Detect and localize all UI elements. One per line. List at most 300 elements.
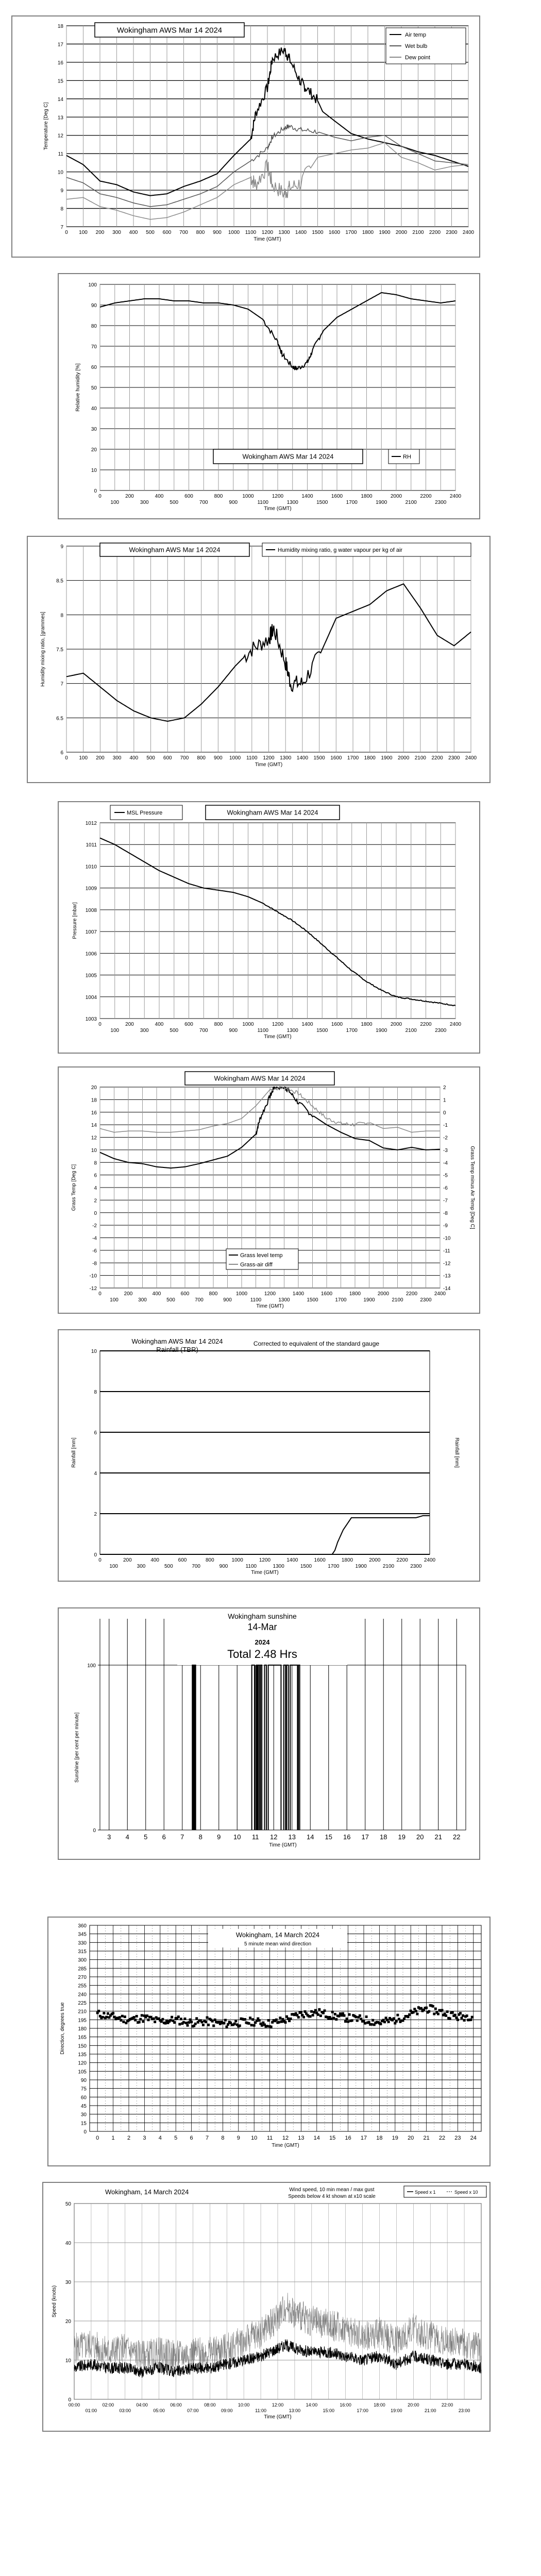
x-tick-label: 18	[380, 1833, 387, 1841]
x-tick-label: 2300	[435, 500, 447, 505]
x-tick-label: 3	[107, 1833, 111, 1841]
y-tick-label: 210	[78, 2009, 87, 2015]
wind-direction-point	[177, 2015, 180, 2018]
wind-direction-point	[154, 2021, 156, 2023]
y-tick-label: 0	[94, 488, 97, 494]
grass-temp-chart-panel	[58, 1066, 480, 1314]
y-tick-label: 1004	[85, 994, 97, 1001]
x-tick-label: 8	[221, 2135, 225, 2141]
y-tick-label: 10	[57, 170, 63, 176]
x-tick-label: 1600	[328, 230, 341, 235]
wind-direction-point	[249, 2016, 251, 2019]
x-tick-label: 2400	[449, 494, 462, 499]
wind-direction-point	[379, 2023, 382, 2025]
x-tick-label: 2400	[462, 230, 475, 235]
x-tick-label: 1200	[272, 494, 284, 499]
x-tick-label: 800	[197, 755, 206, 761]
wind-direction-point	[395, 2020, 398, 2023]
wind-direction-point	[233, 2023, 236, 2025]
x-tick-label: 900	[229, 1028, 238, 1033]
y-tick-label: 330	[78, 1940, 87, 1946]
wind-direction-point	[322, 2012, 325, 2014]
y-tick-label: 285	[78, 1966, 87, 1972]
x-tick-label: 900	[223, 1297, 232, 1303]
x-tick-label: 500	[146, 230, 155, 235]
y-tick-label: 15	[80, 2121, 87, 2127]
y-tick-label: 10	[91, 1147, 97, 1154]
wind-direction-point	[287, 2018, 290, 2020]
y-tick-label: 4	[94, 1471, 97, 1477]
wind-direction-point	[200, 2021, 203, 2023]
x-tick-label: 800	[214, 494, 223, 499]
legend-label: Grass level temp	[240, 1252, 283, 1259]
legend-label: Speed x 10	[454, 2190, 478, 2195]
x-tick-label: 0	[96, 2135, 99, 2141]
legend-label: RH	[403, 454, 411, 460]
y2-tick-label: -2	[443, 1135, 448, 1141]
x-tick-label: 2000	[377, 1291, 390, 1297]
wind-direction-point	[348, 2013, 351, 2016]
y-tick-label: 15	[57, 78, 63, 84]
x-tick-label: 1100	[245, 230, 257, 235]
y-tick-label: 100	[88, 282, 97, 288]
x-tick-label: 2100	[405, 500, 417, 505]
y-axis-label: Temperature [Deg C]	[43, 102, 49, 150]
wind-direction-point	[103, 2012, 105, 2014]
wind-direction-point	[310, 2010, 313, 2013]
x-tick-label: 07:00	[187, 2408, 199, 2413]
y-axis-label: Direction, degrees true	[60, 2002, 65, 2055]
y2-tick-label: -9	[443, 1223, 448, 1229]
x-tick-label: 400	[129, 230, 138, 235]
wind-direction-point	[160, 2020, 163, 2023]
x-tick-label: 1300	[278, 1297, 290, 1303]
x-tick-label: 2100	[414, 755, 426, 761]
x-tick-label: 1000	[228, 230, 240, 235]
wind-direction-point	[171, 2016, 173, 2019]
x-tick-label: 400	[129, 755, 139, 761]
x-tick-label: 1600	[320, 1291, 333, 1297]
x-tick-label: 1700	[345, 230, 357, 235]
wind-direction-point	[142, 2020, 144, 2023]
x-axis-label: Time (GMT)	[269, 1842, 297, 1848]
pressure-chart-panel	[58, 801, 480, 1054]
x-tick-label: 2100	[392, 1297, 403, 1303]
x-tick-label: 600	[184, 494, 193, 499]
y-tick-label: 8.5	[56, 578, 63, 584]
wind-direction-point	[297, 2016, 300, 2019]
x-tick-label: 1400	[301, 1022, 313, 1027]
wind-direction-point	[133, 2016, 136, 2019]
x-tick-label: 17	[360, 2135, 367, 2141]
y-tick-label: 0	[68, 2397, 71, 2403]
x-tick-label: 1100	[257, 500, 269, 505]
humidity-chart	[59, 274, 479, 518]
x-tick-label: 14	[307, 1833, 314, 1841]
x-tick-label: 21	[423, 2135, 430, 2141]
rainfall-chart	[59, 1330, 479, 1581]
y-tick-label: 6	[94, 1173, 97, 1179]
x-tick-label: 1900	[376, 1028, 387, 1033]
rain-note: Corrected to equivalent of the standard gauge	[253, 1340, 380, 1347]
wind-direction-point	[365, 2015, 368, 2018]
x-tick-label: 22:00	[441, 2402, 453, 2408]
x-tick-label: 1000	[235, 1291, 248, 1297]
wind-direction-point	[141, 2014, 143, 2016]
y-tick-label: 20	[91, 447, 97, 453]
sunshine-chart-panel	[58, 1607, 480, 1860]
x-tick-label: 1	[111, 2135, 115, 2141]
x-tick-label: 1200	[259, 1557, 271, 1563]
x-tick-label: 1600	[331, 1022, 343, 1027]
wind-direction-point	[420, 2007, 422, 2010]
wind-direction-point	[107, 2012, 109, 2015]
x-tick-label: 100	[79, 230, 88, 235]
x-tick-label: 24	[470, 2135, 477, 2141]
x-tick-label: 01:00	[85, 2408, 97, 2413]
wind-direction-point	[275, 2019, 278, 2021]
y2-tick-label: -4	[443, 1160, 448, 1166]
y-tick-label: 12	[57, 133, 63, 139]
wind-direction-point	[178, 2023, 181, 2025]
y-tick-label: 50	[65, 2201, 71, 2207]
wind-direction-point	[105, 2016, 108, 2019]
x-axis-label: Time (GMT)	[264, 1034, 292, 1040]
x-tick-label: 200	[95, 230, 105, 235]
x-tick-label: 500	[166, 1297, 175, 1303]
y-tick-label: 240	[78, 1992, 87, 1998]
x-tick-label: 600	[184, 1022, 193, 1027]
y-tick-label: 75	[80, 2086, 87, 2092]
rain-title: Wokingham AWS Mar 14 2024	[131, 1337, 223, 1345]
x-tick-label: 21:00	[424, 2408, 436, 2413]
y-tick-label: 150	[78, 2043, 87, 2049]
plot-area	[100, 1665, 466, 1830]
y-tick-label: 0	[93, 1828, 96, 1834]
wind-direction-point	[437, 2013, 439, 2015]
wind-direction-point	[207, 2024, 210, 2026]
wind-direction-point	[415, 2010, 417, 2012]
x-tick-label: 2300	[410, 1564, 422, 1569]
x-tick-label: 400	[150, 1557, 160, 1563]
wind-direction-point	[185, 2022, 188, 2024]
x-tick-label: 800	[205, 1557, 214, 1563]
legend-label: Grass-air diff	[240, 1262, 273, 1268]
x-tick-label: 1100	[246, 755, 258, 761]
wind-direction-point	[461, 2017, 463, 2020]
wind-direction-chart-panel	[47, 1917, 491, 2166]
x-tick-label: 2300	[446, 230, 458, 235]
wind-direction-point	[182, 2021, 185, 2024]
wind-direction-point	[314, 2009, 317, 2012]
x-tick-label: 1900	[381, 755, 393, 761]
sunshine-trace	[194, 1665, 195, 1830]
x-tick-label: 1600	[331, 494, 343, 499]
x-tick-label: 700	[180, 755, 189, 761]
wind-direction-point	[183, 2018, 186, 2020]
x-tick-label: 2000	[395, 230, 408, 235]
y-tick-label: 16	[57, 60, 63, 66]
y-tick-label: -4	[92, 1235, 97, 1242]
x-tick-label: 0	[98, 494, 102, 499]
x-tick-label: 05:00	[153, 2408, 165, 2413]
y-tick-label: 315	[78, 1949, 87, 1955]
y-tick-label: 1012	[85, 821, 97, 826]
wind-direction-point	[347, 2020, 349, 2023]
wind-direction-point	[212, 2024, 215, 2027]
x-tick-label: 1900	[379, 230, 391, 235]
x-tick-label: 12	[270, 1833, 278, 1841]
x-tick-label: 16	[343, 1833, 351, 1841]
x-tick-label: 2100	[405, 1028, 417, 1033]
y-axis-label: Speed (knots)	[52, 2285, 57, 2318]
x-tick-label: 15	[329, 2135, 336, 2141]
y-tick-label: -10	[89, 1273, 97, 1279]
x-tick-label: 00:00	[68, 2402, 80, 2408]
wind-direction-point	[330, 2018, 332, 2020]
y-tick-label: 270	[78, 1975, 87, 1980]
x-tick-label: 1600	[330, 755, 342, 761]
wind-speed-chart-panel	[42, 2182, 491, 2432]
x-tick-label: 2000	[398, 755, 410, 761]
y-tick-label: 18	[57, 24, 63, 29]
x-tick-label: 4	[125, 1833, 129, 1841]
x-tick-label: 2400	[424, 1557, 436, 1563]
wind-direction-point	[239, 2024, 241, 2027]
y-tick-label: 8	[94, 1160, 97, 1166]
legend-label: Dew point	[405, 55, 430, 61]
x-axis-label: Time (GMT)	[253, 236, 281, 242]
wind-direction-point	[136, 2015, 138, 2018]
y-tick-label: 195	[78, 2018, 87, 2024]
wind-direction-point	[278, 2021, 280, 2024]
x-tick-label: 1000	[242, 1022, 254, 1027]
wind-direction-point	[226, 2026, 228, 2028]
y-tick-label: 6	[94, 1430, 97, 1436]
wind-direction-point	[407, 2015, 410, 2018]
x-tick-label: 200	[124, 1291, 133, 1297]
x-tick-label: 100	[110, 500, 120, 505]
legend-label: MSL Pressure	[127, 810, 163, 816]
x-tick-label: 1900	[355, 1564, 367, 1569]
x-tick-label: 2	[127, 2135, 131, 2141]
x-tick-label: 10	[251, 2135, 258, 2141]
wind-direction-point	[364, 2022, 366, 2025]
y2-axis-label: Grass Temp minus Air Temp [Deg C]	[469, 1146, 475, 1229]
wind-direction-point	[195, 2017, 198, 2020]
wind-direction-point	[383, 2021, 386, 2023]
y-tick-label: 90	[91, 303, 97, 309]
wind-direction-point	[97, 2010, 100, 2012]
y2-tick-label: -14	[443, 1286, 451, 1292]
wind-direction-point	[224, 2019, 227, 2022]
x-tick-label: 0	[65, 230, 68, 235]
wind-direction-point	[206, 2016, 209, 2019]
x-tick-label: 1000	[231, 1557, 243, 1563]
y-tick-label: 4	[94, 1185, 97, 1191]
x-tick-label: 19	[392, 2135, 398, 2141]
y-tick-label: 17	[57, 42, 63, 48]
x-tick-label: 06:00	[170, 2402, 182, 2408]
x-tick-label: 16	[345, 2135, 351, 2141]
x-tick-label: 900	[213, 230, 222, 235]
wind-direction-point	[396, 2014, 399, 2016]
wind-direction-point	[290, 2018, 292, 2020]
wind-direction-point	[244, 2018, 246, 2021]
x-tick-label: 2200	[420, 1022, 432, 1027]
wind-direction-point	[124, 2015, 126, 2018]
wind-direction-point	[119, 2016, 121, 2019]
y-tick-label: 40	[65, 2241, 71, 2246]
x-tick-label: 100	[110, 1297, 119, 1303]
y-tick-label: 12	[91, 1135, 97, 1141]
x-tick-label: 0	[98, 1291, 102, 1297]
y2-tick-label: -10	[443, 1235, 451, 1242]
x-tick-label: 700	[195, 1297, 204, 1303]
x-tick-label: 1800	[364, 755, 376, 761]
x-tick-label: 2000	[390, 494, 402, 499]
x-tick-label: 300	[112, 755, 122, 761]
wind-direction-point	[434, 2008, 437, 2010]
wind-direction-point	[234, 2020, 237, 2022]
wind-direction-point	[102, 2016, 104, 2019]
wind-direction-point	[112, 2012, 114, 2014]
y-tick-label: 20	[65, 2319, 71, 2325]
x-tick-label: 1200	[261, 230, 274, 235]
y-tick-label: 1007	[85, 929, 97, 936]
x-tick-label: 200	[125, 1022, 134, 1027]
y-tick-label: 105	[78, 2069, 87, 2075]
y-tick-label: 1005	[85, 973, 97, 979]
wind-direction-point	[147, 2019, 150, 2021]
wind-direction-point	[284, 2021, 287, 2024]
y-tick-label: 135	[78, 2052, 87, 2058]
y2-tick-label: -7	[443, 1198, 448, 1204]
wind-direction-point	[317, 2013, 319, 2016]
x-tick-label: 100	[110, 1028, 120, 1033]
y2-tick-label: -6	[443, 1185, 448, 1191]
temp-title: Wokingham AWS Mar 14 2024	[116, 26, 223, 35]
x-axis-label: Time (GMT)	[264, 2414, 292, 2420]
y-tick-label: 1009	[85, 886, 97, 892]
x-tick-label: 9	[217, 1833, 221, 1841]
y-tick-label: 14	[57, 96, 63, 103]
mixing-ratio-chart-panel	[27, 536, 491, 783]
x-tick-label: 2000	[390, 1022, 402, 1027]
y-tick-label: 7.5	[56, 647, 63, 653]
y-tick-label: 255	[78, 1983, 87, 1989]
x-tick-label: 5	[144, 1833, 148, 1841]
wind-direction-point	[121, 2015, 124, 2018]
wind-direction-point	[408, 2013, 411, 2016]
wspeed-subtitle: Wind speed, 10 min mean / max gust	[289, 2187, 375, 2193]
wdir-subtitle: 5 minute mean wind direction	[244, 1941, 312, 1947]
wind-direction-point	[370, 2023, 373, 2026]
x-tick-label: 700	[179, 230, 188, 235]
wind-direction-point	[302, 2016, 305, 2019]
x-tick-label: 2200	[396, 1557, 408, 1563]
wind-direction-point	[462, 2014, 464, 2017]
wind-direction-point	[451, 2011, 454, 2014]
y-tick-label: 11	[58, 151, 63, 158]
y2-tick-label: -5	[443, 1173, 448, 1179]
y-axis-label: Grass Temp [Deg C]	[71, 1164, 77, 1211]
x-tick-label: 800	[209, 1291, 218, 1297]
x-tick-label: 14:00	[306, 2402, 318, 2408]
y2-tick-label: 1	[443, 1097, 446, 1104]
y2-tick-label: 2	[443, 1085, 446, 1091]
y-tick-label: 360	[78, 1923, 87, 1929]
y2-tick-label: -11	[443, 1248, 450, 1254]
legend-label: Humidity mixing ratio, g water vapour per kg of air	[278, 547, 403, 553]
x-tick-label: 1000	[229, 755, 241, 761]
y-tick-label: 0	[94, 1552, 97, 1558]
wind-direction-point	[270, 2026, 273, 2028]
y-tick-label: 225	[78, 2001, 87, 2006]
wind-direction-point	[459, 2012, 462, 2014]
wind-direction-point	[267, 2019, 270, 2022]
x-tick-label: 1400	[296, 755, 309, 761]
x-tick-label: 600	[180, 1291, 190, 1297]
wind-direction-point	[433, 2012, 435, 2015]
y-tick-label: 30	[65, 2280, 71, 2285]
wind-direction-point	[403, 2018, 405, 2020]
sunshine-trace	[257, 1665, 258, 1830]
y-tick-label: 0	[83, 2129, 87, 2135]
x-tick-label: 19	[398, 1833, 405, 1841]
wind-direction-point	[324, 2009, 326, 2012]
x-tick-label: 1300	[273, 1564, 284, 1569]
x-tick-label: 7	[180, 1833, 184, 1841]
sunshine-trace	[195, 1665, 196, 1830]
y2-tick-label: -8	[443, 1210, 448, 1216]
y-tick-label: 16	[91, 1110, 97, 1116]
wind-direction-point	[164, 2022, 166, 2025]
x-tick-label: 9	[236, 2135, 240, 2141]
wind-direction-point	[344, 2020, 347, 2023]
x-tick-label: 500	[170, 500, 179, 505]
x-tick-label: 13:00	[289, 2408, 301, 2413]
y-tick-label: 300	[78, 1957, 87, 1963]
x-tick-label: 1200	[272, 1022, 284, 1027]
y-tick-label: 80	[91, 324, 97, 329]
wind-direction-point	[205, 2021, 207, 2023]
wind-direction-point	[266, 2025, 268, 2027]
wind-direction-point	[351, 2019, 353, 2022]
y-tick-label: 10	[91, 1349, 97, 1354]
x-tick-label: 18	[376, 2135, 383, 2141]
x-tick-label: 15:00	[323, 2408, 335, 2413]
wind-direction-point	[412, 2011, 415, 2013]
x-tick-label: 200	[123, 1557, 132, 1563]
x-tick-label: 900	[214, 755, 223, 761]
x-tick-label: 1200	[263, 755, 275, 761]
x-tick-label: 1400	[286, 1557, 298, 1563]
x-tick-label: 1300	[286, 500, 298, 505]
x-tick-label: 02:00	[102, 2402, 114, 2408]
y2-tick-label: -3	[443, 1147, 448, 1154]
x-tick-label: 1300	[278, 230, 290, 235]
wind-direction-point	[120, 2019, 122, 2022]
x-tick-label: 1800	[362, 230, 374, 235]
y-tick-label: 30	[91, 427, 97, 432]
wind-direction-point	[202, 2024, 205, 2026]
x-tick-label: 100	[79, 755, 88, 761]
x-tick-label: 1700	[335, 1297, 347, 1303]
x-tick-label: 2100	[412, 230, 424, 235]
rain-subtitle: Rainfall (TBR)	[156, 1346, 198, 1353]
x-tick-label: 700	[199, 500, 208, 505]
